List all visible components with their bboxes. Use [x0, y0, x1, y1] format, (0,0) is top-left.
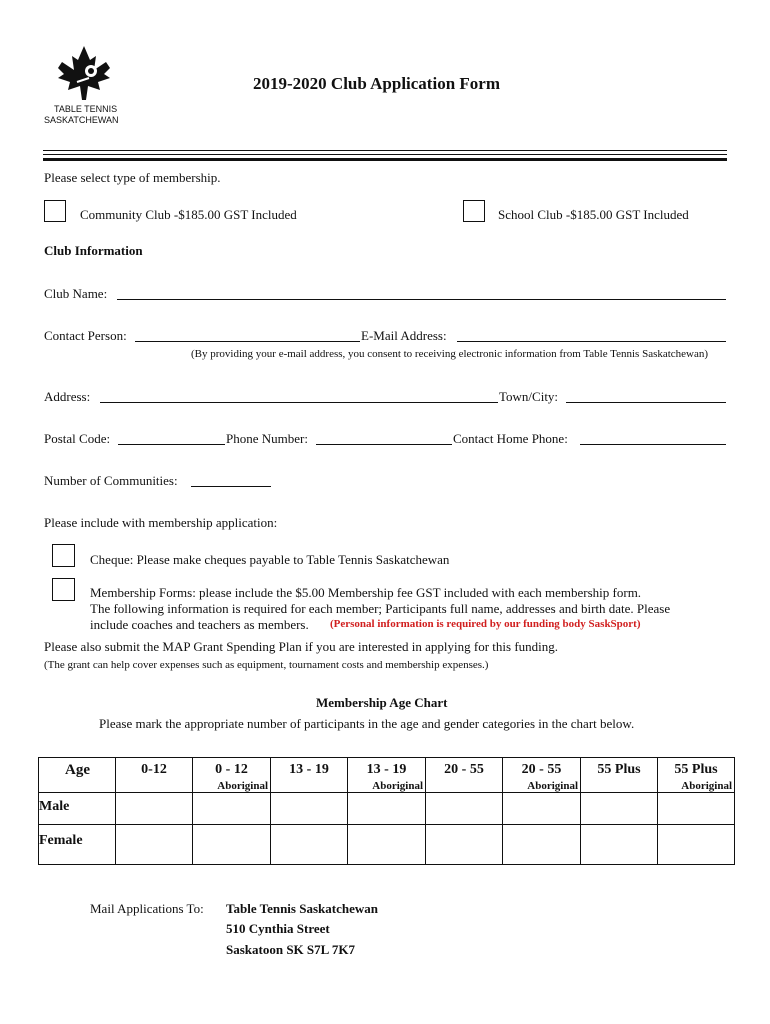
col-header [426, 758, 503, 793]
age-header-cell [39, 758, 116, 793]
female-row [39, 825, 735, 865]
col-sublabel: Aboriginal [217, 780, 268, 792]
contact-person-field[interactable] [135, 341, 360, 342]
col-sublabel: Aboriginal [681, 780, 732, 792]
communities-field[interactable] [191, 486, 271, 487]
postal-code-field[interactable] [118, 444, 225, 445]
include-prompt: Please include with membership application: [44, 515, 278, 530]
community-club-label: Community Club -$185.00 GST Included [80, 207, 297, 222]
male-count-cell[interactable] [581, 793, 658, 825]
age-chart-instruction: Please mark the appropriate number of participants in the age and gender categories in the chart below. [99, 716, 635, 731]
mail-address-line3: Saskatoon SK S7L 7K7 [226, 942, 355, 957]
personal-info-note: (Personal information is required by our funding body SaskSport) [330, 618, 641, 630]
home-phone-label: Contact Home Phone: [453, 431, 568, 446]
female-count-cell[interactable] [503, 825, 581, 865]
communities-label: Number of Communities: [44, 473, 178, 488]
female-count-cell[interactable] [658, 825, 735, 865]
club-name-field[interactable] [117, 299, 726, 300]
cheque-checkbox[interactable] [52, 544, 75, 567]
school-club-label: School Club -$185.00 GST Included [498, 207, 689, 222]
postal-code-label: Postal Code: [44, 431, 111, 446]
col-sublabel: Aboriginal [527, 780, 578, 792]
logo-text-line1: TABLE TENNIS [54, 104, 118, 114]
club-name-label: Club Name: [44, 286, 108, 301]
male-count-cell[interactable] [271, 793, 348, 825]
col-header [271, 758, 348, 793]
mail-address-line2: 510 Cynthia Street [226, 921, 330, 936]
female-count-cell[interactable] [348, 825, 426, 865]
col-header [658, 758, 735, 793]
col-header [348, 758, 426, 793]
female-count-cell[interactable] [426, 825, 503, 865]
forms-text-line1: Membership Forms: please include the $5.00 Membership fee GST included with each membership form. [90, 585, 642, 600]
community-club-checkbox[interactable] [44, 200, 66, 222]
phone-field[interactable] [316, 444, 452, 445]
email-label: E-Mail Address: [361, 328, 447, 343]
logo-text-line2: SASKATCHEWAN [44, 115, 119, 125]
age-chart-table [38, 757, 735, 865]
address-label: Address: [44, 389, 91, 404]
col-label: 0-12 [141, 762, 167, 777]
home-phone-field[interactable] [580, 444, 726, 445]
phone-label: Phone Number: [226, 431, 308, 446]
grant-note: (The grant can help cover expenses such as equipment, tournament costs and membership expenses.) [44, 659, 489, 671]
col-header [193, 758, 271, 793]
header-divider [43, 150, 727, 162]
col-sublabel: Aboriginal [372, 780, 423, 792]
male-row [39, 793, 735, 825]
mail-to-label: Mail Applications To: [90, 901, 204, 916]
map-grant-text: Please also submit the MAP Grant Spending Plan if you are interested in applying for this funding. [44, 639, 559, 654]
mail-address-line1: Table Tennis Saskatchewan [226, 901, 378, 916]
age-header-row [39, 758, 735, 793]
male-count-cell[interactable] [116, 793, 193, 825]
female-count-cell[interactable] [271, 825, 348, 865]
forms-text-line3: include coaches and teachers as members. [90, 617, 309, 632]
col-label: 13 - 19 [366, 762, 407, 777]
male-count-cell[interactable] [193, 793, 271, 825]
female-count-cell[interactable] [581, 825, 658, 865]
age-header-label: Age [65, 762, 90, 778]
maple-leaf-logo-icon [44, 44, 124, 104]
col-label: 13 - 19 [289, 762, 329, 777]
age-chart-title: Membership Age Chart [316, 695, 448, 710]
female-count-cell[interactable] [116, 825, 193, 865]
town-label: Town/City: [499, 389, 559, 404]
forms-text-line2: The following information is required for each member; Participants full name, addresses and birth date. Please [90, 601, 671, 616]
male-count-cell[interactable] [503, 793, 581, 825]
female-count-cell[interactable] [193, 825, 271, 865]
male-count-cell[interactable] [658, 793, 735, 825]
town-field[interactable] [566, 402, 726, 403]
male-row-label: Male [39, 793, 116, 825]
club-info-heading: Club Information [44, 243, 143, 258]
cheque-text: Cheque: Please make cheques payable to Table Tennis Saskatchewan [90, 552, 450, 567]
col-label: 20 - 55 [521, 762, 562, 777]
membership-prompt: Please select type of membership. [44, 170, 221, 185]
school-club-checkbox[interactable] [463, 200, 485, 222]
col-label: 55 Plus [674, 762, 718, 777]
membership-forms-checkbox[interactable] [52, 578, 75, 601]
address-field[interactable] [100, 402, 498, 403]
email-consent-note: (By providing your e-mail address, you consent to receiving electronic information from Table Tennis Saskatchewan) [191, 348, 709, 360]
col-header [503, 758, 581, 793]
col-header [116, 758, 193, 793]
female-row-label: Female [39, 825, 116, 865]
col-header [581, 758, 658, 793]
col-label: 55 Plus [597, 762, 641, 777]
col-label: 20 - 55 [444, 762, 484, 777]
male-count-cell[interactable] [348, 793, 426, 825]
contact-person-label: Contact Person: [44, 328, 127, 343]
logo [44, 44, 124, 130]
page-title: 2019-2020 Club Application Form [253, 74, 500, 93]
email-field[interactable] [457, 341, 726, 342]
male-count-cell[interactable] [426, 793, 503, 825]
col-label: 0 - 12 [215, 762, 248, 777]
